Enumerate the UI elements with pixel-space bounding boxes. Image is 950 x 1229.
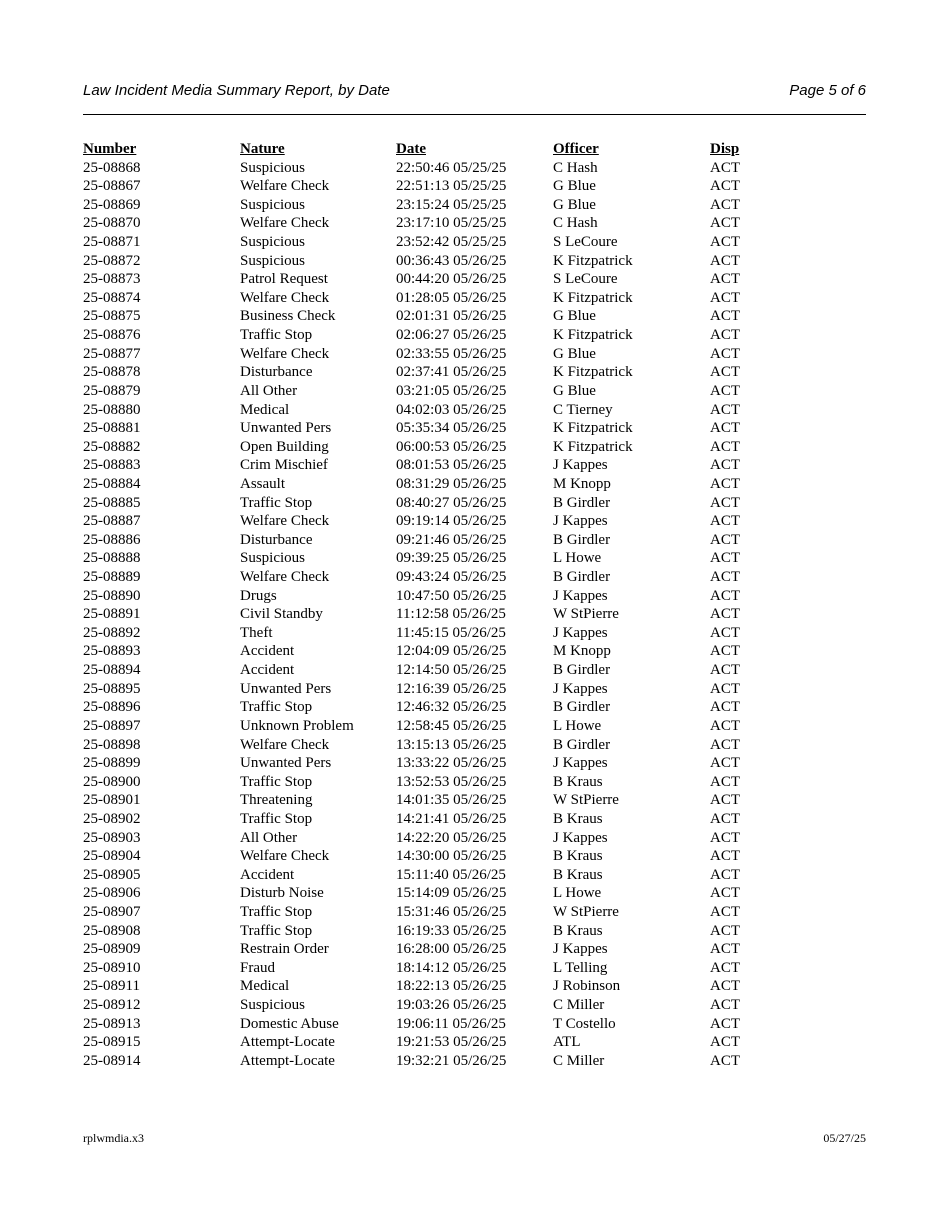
cell-date: 02:01:31 05/26/25 (396, 308, 507, 325)
cell-nature: Crim Mischief (240, 457, 328, 474)
column-header-officer: Officer (553, 141, 599, 157)
column-header-disp: Disp (710, 141, 740, 157)
cell-nature: Restrain Order (240, 941, 329, 958)
cell-officer: B Kraus (553, 810, 603, 827)
cell-nature: Suspicious (240, 196, 306, 213)
cell-disp: ACT (710, 680, 740, 697)
cell-number: 25-08885 (83, 494, 141, 511)
column-header-nature: Nature (240, 141, 285, 157)
cell-disp: ACT (710, 475, 740, 492)
cell-officer: C Tierney (553, 401, 613, 418)
cell-nature: Suspicious (240, 550, 306, 567)
cell-date: 02:06:27 05/26/25 (396, 327, 507, 344)
cell-number: 25-08912 (83, 997, 141, 1014)
cell-date: 12:04:09 05/26/25 (396, 643, 507, 660)
cell-date: 13:52:53 05/26/25 (396, 773, 507, 790)
cell-date: 15:11:40 05/26/25 (396, 866, 506, 883)
cell-number: 25-08870 (83, 215, 141, 232)
cell-disp: ACT (710, 420, 740, 437)
cell-officer: K Fitzpatrick (553, 438, 633, 455)
cell-officer: J Kappes (553, 755, 608, 772)
cell-date: 13:15:13 05/26/25 (396, 736, 507, 753)
cell-nature: Traffic Stop (240, 922, 313, 939)
cell-number: 25-08898 (83, 736, 141, 753)
cell-nature: Assault (240, 475, 285, 492)
cell-officer: L Howe (553, 717, 602, 734)
cell-date: 11:12:58 05/26/25 (396, 606, 506, 623)
cell-date: 22:50:46 05/25/25 (396, 159, 507, 176)
cell-number: 25-08883 (83, 457, 141, 474)
cell-officer: J Kappes (553, 587, 608, 604)
cell-nature: Accident (240, 866, 295, 883)
cell-date: 04:02:03 05/26/25 (396, 401, 507, 418)
cell-date: 08:40:27 05/26/25 (396, 494, 507, 511)
cell-nature: Domestic Abuse (240, 1015, 339, 1032)
cell-date: 14:30:00 05/26/25 (396, 848, 507, 865)
cell-officer: W StPierre (553, 792, 619, 809)
cell-number: 25-08896 (83, 699, 141, 716)
cell-officer: L Howe (553, 550, 602, 567)
cell-nature: Unknown Problem (240, 717, 354, 734)
cell-nature: Open Building (240, 438, 329, 455)
cell-number: 25-08887 (83, 513, 141, 530)
cell-number: 25-08880 (83, 401, 141, 418)
cell-officer: J Robinson (553, 978, 621, 995)
cell-number: 25-08899 (83, 755, 141, 772)
column-header-number: Number (83, 141, 137, 157)
cell-officer: B Kraus (553, 848, 603, 865)
cell-number: 25-08908 (83, 922, 141, 939)
cell-disp: ACT (710, 829, 740, 846)
cell-date: 12:14:50 05/26/25 (396, 662, 507, 679)
cell-officer: C Miller (553, 1052, 605, 1069)
cell-nature: Suspicious (240, 997, 306, 1014)
cell-disp: ACT (710, 234, 740, 251)
cell-disp: ACT (710, 848, 740, 865)
cell-officer: M Knopp (553, 475, 611, 492)
cell-date: 16:28:00 05/26/25 (396, 941, 507, 958)
cell-date: 05:35:34 05/26/25 (396, 420, 507, 437)
cell-nature: Traffic Stop (240, 327, 313, 344)
cell-officer: B Kraus (553, 773, 603, 790)
cell-date: 15:31:46 05/26/25 (396, 903, 507, 920)
cell-officer: J Kappes (553, 680, 608, 697)
cell-date: 08:01:53 05/26/25 (396, 457, 507, 474)
cell-date: 11:45:15 05/26/25 (396, 624, 506, 641)
cell-officer: S LeCoure (553, 234, 618, 251)
cell-disp: ACT (710, 699, 740, 716)
cell-nature: Welfare Check (240, 513, 330, 530)
cell-date: 19:32:21 05/26/25 (396, 1052, 507, 1069)
cell-nature: All Other (240, 829, 298, 846)
cell-nature: Unwanted Pers (240, 420, 332, 437)
cell-nature: Accident (240, 643, 295, 660)
cell-number: 25-08895 (83, 680, 141, 697)
cell-officer: L Howe (553, 885, 602, 902)
cell-nature: Threatening (240, 792, 313, 809)
cell-disp: ACT (710, 308, 740, 325)
cell-nature: Welfare Check (240, 345, 330, 362)
cell-date: 19:06:11 05/26/25 (396, 1015, 506, 1032)
cell-number: 25-08893 (83, 643, 141, 660)
cell-officer: G Blue (553, 178, 596, 195)
cell-nature: All Other (240, 382, 298, 399)
cell-nature: Civil Standby (240, 606, 323, 623)
cell-nature: Traffic Stop (240, 773, 313, 790)
cell-number: 25-08869 (83, 196, 141, 213)
cell-officer: J Kappes (553, 513, 608, 530)
cell-nature: Disturb Noise (240, 885, 324, 902)
cell-officer: K Fitzpatrick (553, 252, 633, 269)
cell-nature: Welfare Check (240, 569, 330, 586)
cell-disp: ACT (710, 438, 740, 455)
cell-officer: K Fitzpatrick (553, 364, 633, 381)
cell-number: 25-08891 (83, 606, 141, 623)
cell-nature: Welfare Check (240, 736, 330, 753)
cell-date: 12:16:39 05/26/25 (396, 680, 507, 697)
cell-number: 25-08915 (83, 1034, 141, 1051)
cell-officer: C Hash (553, 159, 598, 176)
cell-officer: J Kappes (553, 829, 608, 846)
cell-officer: G Blue (553, 196, 596, 213)
cell-officer: B Kraus (553, 922, 603, 939)
cell-number: 25-08913 (83, 1015, 141, 1032)
cell-number: 25-08905 (83, 866, 141, 883)
cell-nature: Welfare Check (240, 848, 330, 865)
cell-date: 00:44:20 05/26/25 (396, 271, 507, 288)
cell-officer: G Blue (553, 345, 596, 362)
cell-officer: W StPierre (553, 606, 619, 623)
cell-date: 23:17:10 05/25/25 (396, 215, 507, 232)
cell-number: 25-08904 (83, 848, 141, 865)
cell-officer: K Fitzpatrick (553, 289, 633, 306)
cell-disp: ACT (710, 550, 740, 567)
cell-date: 12:58:45 05/26/25 (396, 717, 507, 734)
cell-officer: B Girdler (553, 531, 611, 548)
cell-disp: ACT (710, 662, 740, 679)
cell-number: 25-08877 (83, 345, 141, 362)
cell-disp: ACT (710, 196, 740, 213)
cell-date: 02:37:41 05/26/25 (396, 364, 507, 381)
cell-number: 25-08901 (83, 792, 141, 809)
cell-number: 25-08872 (83, 252, 141, 269)
report-title: Law Incident Media Summary Report, by Date (83, 82, 390, 99)
cell-officer: B Girdler (553, 494, 611, 511)
cell-number: 25-08878 (83, 364, 141, 381)
cell-disp: ACT (710, 736, 740, 753)
cell-number: 25-08884 (83, 475, 141, 492)
page-number: Page 5 of 6 (789, 82, 866, 99)
cell-nature: Welfare Check (240, 178, 330, 195)
cell-number: 25-08873 (83, 271, 141, 288)
cell-date: 18:14:12 05/26/25 (396, 959, 507, 976)
cell-disp: ACT (710, 178, 740, 195)
cell-number: 25-08890 (83, 587, 141, 604)
cell-nature: Drugs (240, 587, 277, 604)
cell-officer: T Costello (553, 1015, 616, 1032)
cell-date: 14:22:20 05/26/25 (396, 829, 507, 846)
cell-number: 25-08868 (83, 159, 141, 176)
cell-nature: Disturbance (240, 531, 313, 548)
cell-disp: ACT (710, 978, 740, 995)
cell-disp: ACT (710, 959, 740, 976)
cell-officer: C Hash (553, 215, 598, 232)
cell-disp: ACT (710, 1015, 740, 1032)
footer-report-id: rplwmdia.x3 (83, 1131, 144, 1145)
cell-disp: ACT (710, 252, 740, 269)
cell-officer: G Blue (553, 382, 596, 399)
cell-disp: ACT (710, 364, 740, 381)
cell-disp: ACT (710, 885, 740, 902)
cell-date: 19:03:26 05/26/25 (396, 997, 507, 1014)
cell-nature: Suspicious (240, 234, 306, 251)
cell-disp: ACT (710, 792, 740, 809)
cell-date: 10:47:50 05/26/25 (396, 587, 507, 604)
cell-nature: Theft (240, 624, 273, 641)
cell-disp: ACT (710, 717, 740, 734)
cell-disp: ACT (710, 345, 740, 362)
cell-number: 25-08909 (83, 941, 141, 958)
cell-nature: Medical (240, 401, 290, 418)
cell-nature: Traffic Stop (240, 494, 313, 511)
cell-nature: Accident (240, 662, 295, 679)
cell-number: 25-08894 (83, 662, 141, 679)
cell-number: 25-08867 (83, 178, 141, 195)
cell-disp: ACT (710, 327, 740, 344)
cell-disp: ACT (710, 922, 740, 939)
cell-nature: Fraud (240, 959, 275, 976)
cell-disp: ACT (710, 624, 740, 641)
cell-nature: Traffic Stop (240, 810, 313, 827)
cell-disp: ACT (710, 271, 740, 288)
cell-number: 25-08879 (83, 382, 141, 399)
cell-officer: J Kappes (553, 624, 608, 641)
cell-officer: L Telling (553, 959, 608, 976)
cell-date: 09:43:24 05/26/25 (396, 569, 507, 586)
cell-officer: C Miller (553, 997, 605, 1014)
cell-officer: K Fitzpatrick (553, 420, 633, 437)
cell-number: 25-08902 (83, 810, 141, 827)
cell-disp: ACT (710, 289, 740, 306)
cell-number: 25-08881 (83, 420, 141, 437)
cell-officer: W StPierre (553, 903, 619, 920)
cell-number: 25-08871 (83, 234, 141, 251)
cell-nature: Welfare Check (240, 215, 330, 232)
cell-date: 19:21:53 05/26/25 (396, 1034, 507, 1051)
cell-disp: ACT (710, 457, 740, 474)
cell-nature: Unwanted Pers (240, 755, 332, 772)
cell-disp: ACT (710, 1052, 740, 1069)
cell-officer: G Blue (553, 308, 596, 325)
cell-nature: Disturbance (240, 364, 313, 381)
cell-number: 25-08875 (83, 308, 141, 325)
cell-disp: ACT (710, 903, 740, 920)
cell-officer: J Kappes (553, 941, 608, 958)
cell-nature: Patrol Request (240, 271, 328, 288)
header-divider (83, 114, 866, 115)
cell-nature: Attempt-Locate (240, 1034, 335, 1051)
cell-officer: B Girdler (553, 662, 611, 679)
cell-number: 25-08907 (83, 903, 141, 920)
cell-disp: ACT (710, 159, 740, 176)
cell-date: 03:21:05 05/26/25 (396, 382, 507, 399)
cell-number: 25-08888 (83, 550, 141, 567)
cell-number: 25-08914 (83, 1052, 141, 1069)
cell-date: 14:21:41 05/26/25 (396, 810, 507, 827)
cell-disp: ACT (710, 494, 740, 511)
cell-nature: Traffic Stop (240, 903, 313, 920)
cell-officer: B Girdler (553, 699, 611, 716)
cell-number: 25-08900 (83, 773, 141, 790)
cell-date: 09:39:25 05/26/25 (396, 550, 507, 567)
cell-nature: Unwanted Pers (240, 680, 332, 697)
cell-disp: ACT (710, 569, 740, 586)
cell-date: 18:22:13 05/26/25 (396, 978, 507, 995)
cell-disp: ACT (710, 401, 740, 418)
cell-disp: ACT (710, 866, 740, 883)
cell-date: 00:36:43 05/26/25 (396, 252, 507, 269)
cell-officer: ATL (553, 1034, 581, 1051)
cell-date: 02:33:55 05/26/25 (396, 345, 507, 362)
cell-number: 25-08897 (83, 717, 141, 734)
cell-officer: K Fitzpatrick (553, 327, 633, 344)
cell-nature: Welfare Check (240, 289, 330, 306)
cell-nature: Business Check (240, 308, 336, 325)
cell-officer: J Kappes (553, 457, 608, 474)
cell-disp: ACT (710, 997, 740, 1014)
cell-date: 22:51:13 05/25/25 (396, 178, 507, 195)
cell-date: 09:21:46 05/26/25 (396, 531, 507, 548)
cell-number: 25-08903 (83, 829, 141, 846)
cell-disp: ACT (710, 513, 740, 530)
cell-number: 25-08892 (83, 624, 141, 641)
cell-number: 25-08906 (83, 885, 141, 902)
cell-date: 01:28:05 05/26/25 (396, 289, 507, 306)
column-header-date: Date (396, 141, 426, 157)
cell-date: 23:15:24 05/25/25 (396, 196, 507, 213)
cell-nature: Traffic Stop (240, 699, 313, 716)
cell-officer: S LeCoure (553, 271, 618, 288)
cell-disp: ACT (710, 215, 740, 232)
cell-number: 25-08911 (83, 978, 140, 995)
cell-date: 16:19:33 05/26/25 (396, 922, 507, 939)
cell-date: 23:52:42 05/25/25 (396, 234, 507, 251)
cell-number: 25-08886 (83, 531, 141, 548)
cell-nature: Medical (240, 978, 290, 995)
cell-number: 25-08882 (83, 438, 141, 455)
cell-date: 14:01:35 05/26/25 (396, 792, 507, 809)
cell-date: 06:00:53 05/26/25 (396, 438, 507, 455)
cell-officer: B Girdler (553, 736, 611, 753)
cell-date: 12:46:32 05/26/25 (396, 699, 507, 716)
cell-officer: B Kraus (553, 866, 603, 883)
cell-nature: Suspicious (240, 252, 306, 269)
cell-disp: ACT (710, 606, 740, 623)
cell-disp: ACT (710, 755, 740, 772)
footer-date: 05/27/25 (823, 1131, 866, 1145)
cell-number: 25-08874 (83, 289, 141, 306)
cell-number: 25-08876 (83, 327, 141, 344)
cell-disp: ACT (710, 382, 740, 399)
cell-date: 15:14:09 05/26/25 (396, 885, 507, 902)
cell-date: 09:19:14 05/26/25 (396, 513, 507, 530)
cell-disp: ACT (710, 773, 740, 790)
cell-disp: ACT (710, 1034, 740, 1051)
cell-officer: B Girdler (553, 569, 611, 586)
cell-disp: ACT (710, 531, 740, 548)
cell-date: 08:31:29 05/26/25 (396, 475, 507, 492)
cell-number: 25-08889 (83, 569, 141, 586)
cell-disp: ACT (710, 587, 740, 604)
cell-date: 13:33:22 05/26/25 (396, 755, 507, 772)
cell-nature: Attempt-Locate (240, 1052, 335, 1069)
cell-disp: ACT (710, 643, 740, 660)
cell-number: 25-08910 (83, 959, 141, 976)
cell-disp: ACT (710, 941, 740, 958)
cell-disp: ACT (710, 810, 740, 827)
cell-nature: Suspicious (240, 159, 306, 176)
cell-officer: M Knopp (553, 643, 611, 660)
